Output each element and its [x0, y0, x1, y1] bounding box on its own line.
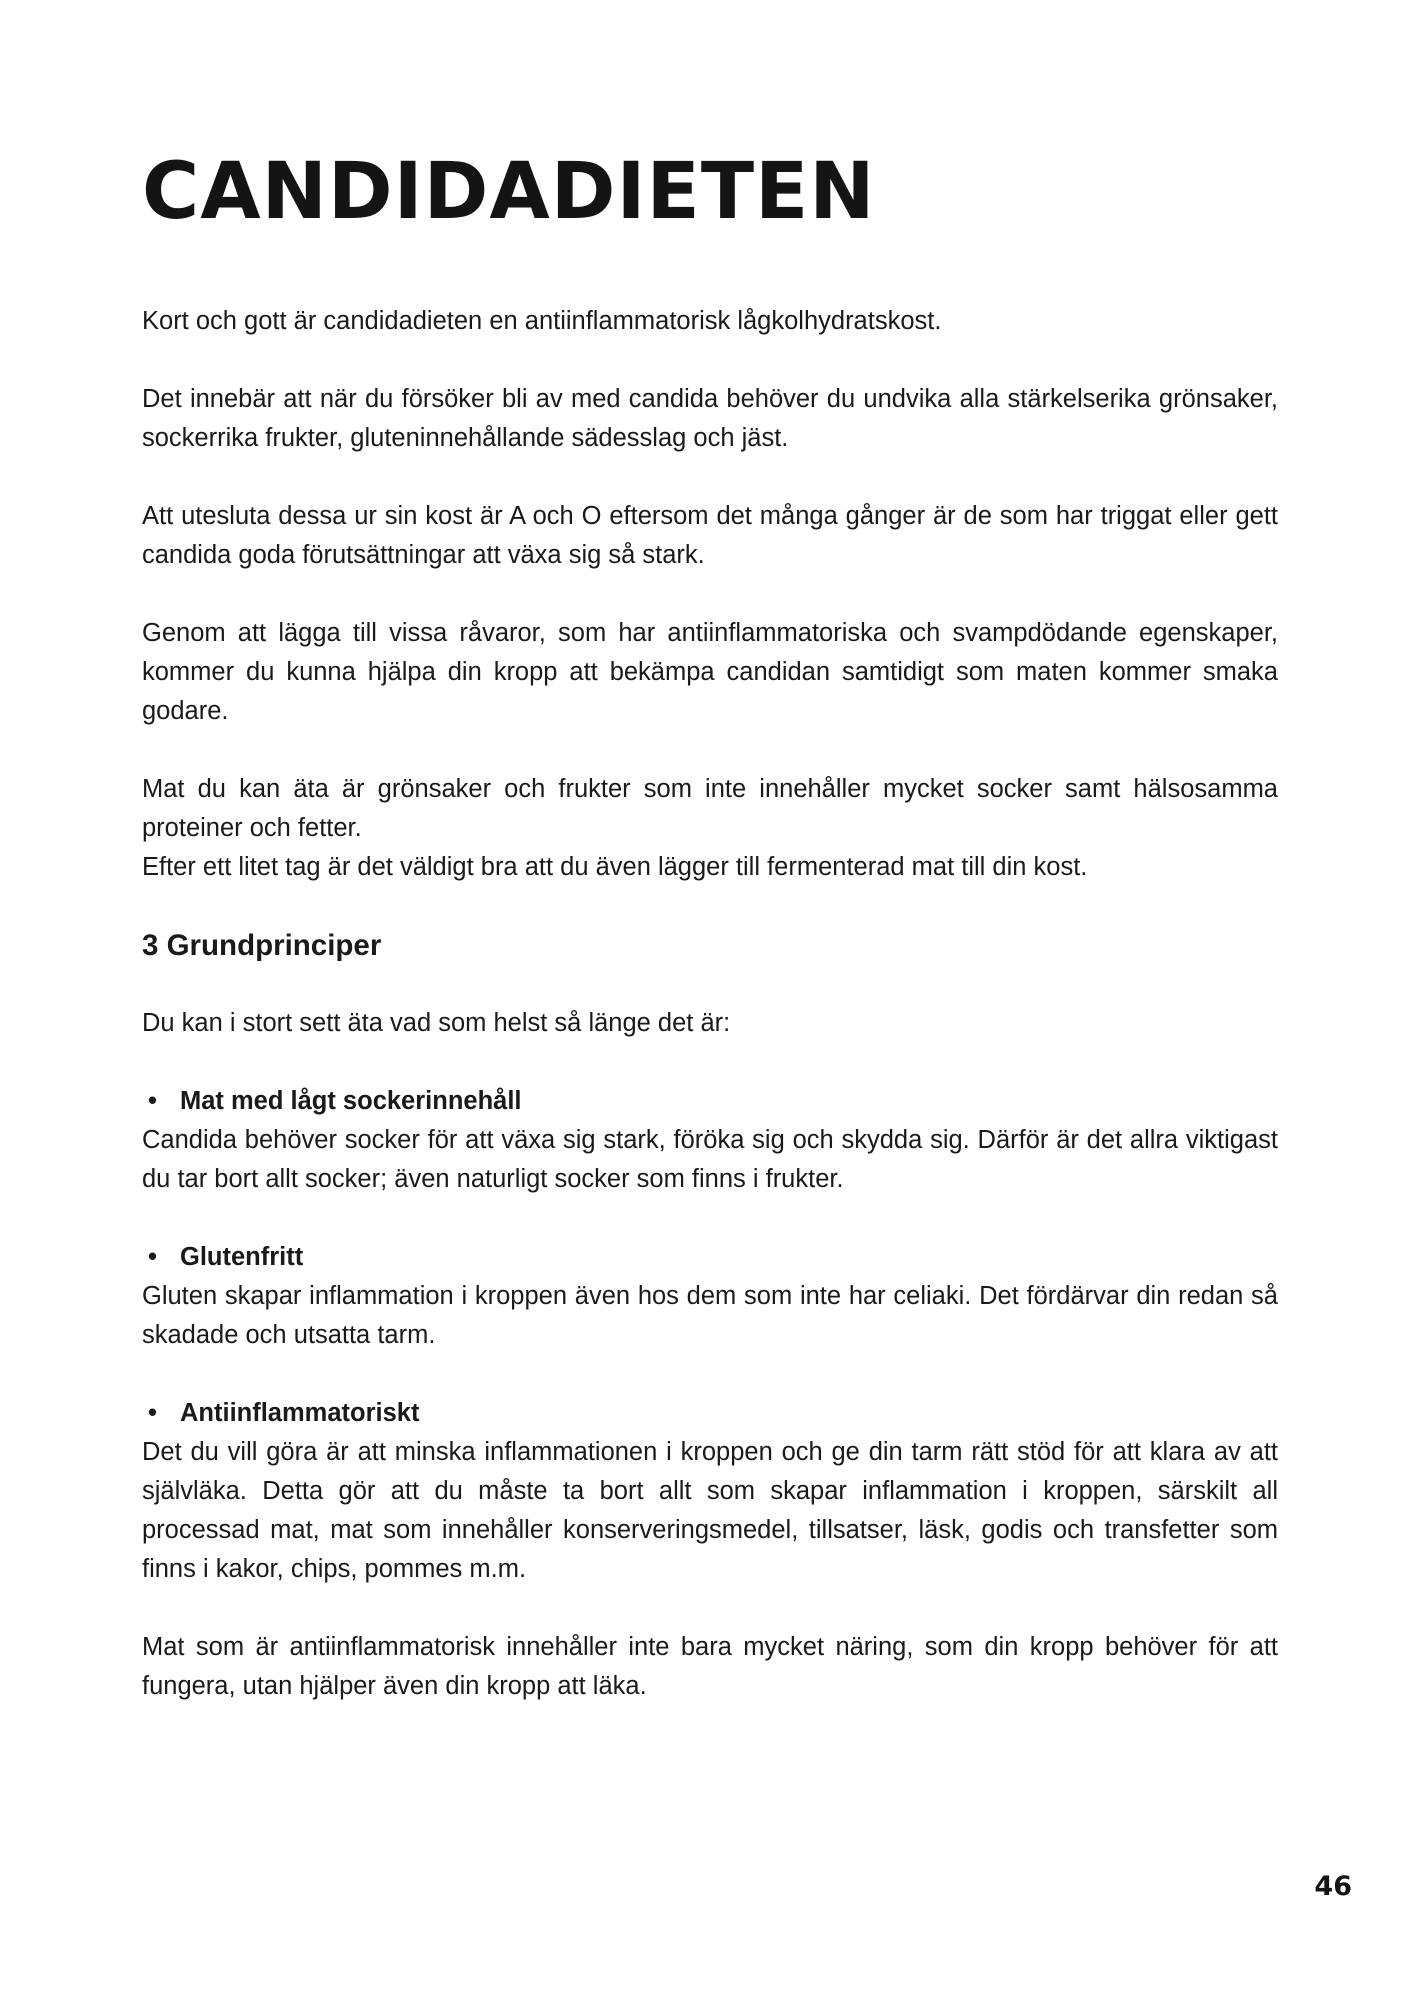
principle-item — [142, 1394, 1278, 1589]
document-page — [142, 147, 1278, 1706]
page-number: 46 — [1314, 1871, 1352, 1902]
closing-paragraph: Mat som är antiinflammatorisk innehåller inte bara mycket näring, som din kropp behöver för att fungera, utan hjälper även din kropp att läka. — [142, 1633, 1278, 1700]
intro-paragraph: Efter ett litet tag är det väldigt bra att du även lägger till fermenterad mat till din kost. — [142, 853, 1088, 881]
principle-item — [142, 1238, 1278, 1355]
principle-text: Gluten skapar inflammation i kroppen även hos dem som inte har celiaki. Det fördärvar din redan så skadade och utsatta tarm. — [142, 1282, 1278, 1349]
page-title: CANDIDADIETEN — [142, 147, 876, 237]
intro-paragraph: Att utesluta dessa ur sin kost är A och O eftersom det många gånger är de som har triggat eller gett candida goda förutsättningar att växa sig så stark. — [142, 502, 1278, 569]
principle-text: Candida behöver socker för att växa sig stark, föröka sig och skydda sig. Därför är det allra viktigast du tar bort allt socker; även naturligt socker som finns i frukter. — [142, 1126, 1278, 1193]
intro-paragraph: Kort och gott är candidadieten en antiinflammatorisk lågkolhydratskost. — [142, 307, 942, 335]
principle-item — [142, 1082, 1278, 1199]
intro-paragraph: Genom att lägga till vissa råvaror, som har antiinflammatoriska och svampdödande egenskaper, kommer du kunna hjälpa din kropp att bekämpa candidan samtidigt som maten kommer smaka godare. — [142, 619, 1278, 725]
principle-title: Mat med lågt sockerinnehåll — [180, 1087, 522, 1115]
bullet-icon: • — [148, 1243, 157, 1271]
principle-title: Antiinflammatoriskt — [180, 1399, 420, 1427]
section-lead: Du kan i stort sett äta vad som helst så länge det är: — [142, 1009, 731, 1037]
bullet-icon: • — [148, 1399, 157, 1427]
intro-paragraph: Det innebär att när du försöker bli av med candida behöver du undvika alla stärkelserika grönsaker, sockerrika frukter, gluteninnehållande sädesslag och jäst. — [142, 385, 1278, 452]
bullet-icon: • — [148, 1087, 157, 1115]
section-heading: 3 Grundprinciper — [142, 929, 382, 962]
intro-paragraph: Mat du kan äta är grönsaker och frukter som inte innehåller mycket socker samt hälsosamma proteiner och fetter. — [142, 775, 1278, 842]
principle-title: Glutenfritt — [180, 1243, 304, 1271]
principle-text: Det du vill göra är att minska inflammationen i kroppen och ge din tarm rätt stöd för att klara av att självläka. Detta gör att du måste ta bort allt som skapar inflammation i kroppen, särskilt all processad mat, mat som innehåller konserveringsmedel, tillsatser, läsk, godis och transfetter som finns i kakor, chips, pommes m.m. — [142, 1438, 1278, 1583]
